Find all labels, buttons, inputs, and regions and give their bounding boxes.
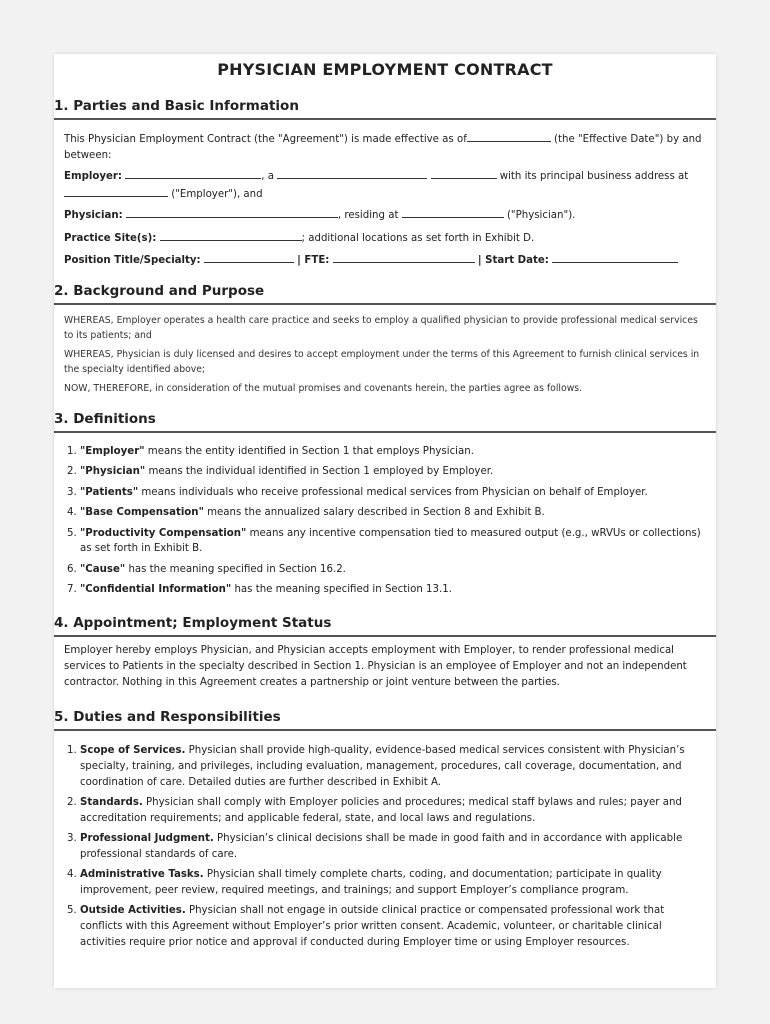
physician-text-b: ("Physician"). (506, 210, 576, 221)
fte-field[interactable] (333, 251, 475, 263)
employer-text-c: ("Employer"), and (171, 188, 263, 200)
section-4-heading: 4. Appointment; Employment Status (54, 615, 716, 637)
definition-term: "Base Compensation" (80, 507, 204, 518)
position-field[interactable] (204, 251, 294, 263)
section-4 (54, 615, 716, 691)
definition-item (80, 485, 706, 501)
duty-item (80, 831, 706, 863)
section-1-heading: 1. Parties and Basic Information (54, 98, 716, 120)
duty-term: Administrative Tasks. (80, 868, 204, 880)
section-2-heading: 2. Background and Purpose (54, 283, 716, 305)
definition-term: "Confidential Information" (80, 584, 232, 595)
practice-row (64, 229, 706, 247)
duty-item (80, 795, 706, 827)
intro-paragraph (64, 130, 706, 163)
physician-name-field[interactable] (126, 206, 338, 218)
definition-text: means the individual identified in Section 1 employed by Employer. (145, 466, 494, 477)
section-1 (54, 98, 716, 269)
definition-term: "Productivity Compensation" (80, 527, 247, 539)
physician-text-a: , residing at (337, 210, 399, 221)
duty-text: Physician shall comply with Employer policies and procedures; medical staff bylaws and rules; payer and accreditation requirements; and applicable federal, state, and local laws and regulations. (80, 796, 682, 824)
definition-text: has the meaning specified in Section 16.2. (125, 563, 346, 575)
intro-text-b: (the "Effective Date") by and (554, 134, 702, 145)
definition-text: means the entity identified in Section 1 that employs Physician. (144, 445, 474, 457)
employer-entity-field[interactable] (277, 167, 427, 179)
definition-text: has the meaning specified in Section 13.1. (231, 584, 452, 595)
duty-text: Physician shall not engage in outside clinical practice or compensated professional work that conflicts with this Agreement without Employer’s prior written consent. Academic, volunteer, or charitable clinical activities require prior notice and approval if conducted during Employer time or using Employer resources. (80, 904, 665, 948)
duty-text: Physician shall timely complete charts, coding, and documentation; participate in quality improvement, peer review, required meetings, and trainings; and support Employer’s compliance program. (80, 868, 662, 896)
practice-site-field[interactable] (160, 229, 302, 241)
intro-text-c: between: (64, 149, 112, 161)
definition-term: "Physician" (80, 466, 146, 477)
practice-label: Practice Site(s): (64, 232, 157, 244)
appointment-paragraph: Employer hereby employs Physician, and Physician accepts employment with Employer, to render professional medical services to Patients in the specialty described in Section 1. Physician is an employee of Employer and not an independent contractor. Nothing in this Agreement creates a partnership or joint venture between the parties. (64, 644, 687, 688)
start-date-label: | Start Date: (477, 255, 549, 266)
section-5 (54, 709, 716, 951)
intro-text-a: This Physician Employment Contract (the "Agreement") is made effective as of (64, 134, 467, 145)
now-therefore: NOW, THEREFORE, in consideration of the mutual promises and covenants herein, the parties agree as follows. (64, 382, 583, 394)
definition-text: means individuals who receive professional medical services from Physician on behalf of Employer. (138, 486, 648, 498)
employer-text-a: , a (261, 171, 274, 182)
duty-item (80, 903, 706, 951)
section-3 (54, 411, 716, 598)
duty-term: Professional Judgment. (80, 832, 214, 844)
section-2 (54, 283, 716, 396)
employer-state-field[interactable] (431, 167, 497, 179)
employer-name-field[interactable] (125, 167, 261, 179)
physician-address-field[interactable] (402, 206, 504, 218)
duty-text: Physician shall provide high-quality, evidence-based medical services consistent with Physician’s specialty, training, and privileges, including evaluation, management, procedures, call coverage, documentation, and coordination of care. Detailed duties are further described in Exhibit A. (80, 744, 685, 788)
duty-item (80, 743, 706, 791)
physician-label: Physician: (64, 210, 123, 221)
duty-term: Scope of Services. (80, 744, 186, 756)
practice-text-a: ; additional locations as set forth in Exhibit D. (301, 232, 535, 244)
definition-item (80, 505, 706, 521)
position-label: Position Title/Specialty: (64, 255, 201, 266)
employer-row (64, 167, 706, 202)
employer-label: Employer: (64, 171, 123, 182)
position-row (64, 251, 706, 269)
employer-address-field[interactable] (64, 185, 168, 197)
definition-term: "Cause" (80, 563, 126, 575)
fte-label: | FTE: (297, 255, 330, 266)
definition-text: means any incentive compensation tied to measured output (e.g., wRVUs or collections) as set forth in Exhibit B. (80, 527, 701, 554)
duty-term: Standards. (80, 796, 143, 808)
section-3-heading: 3. Definitions (54, 411, 716, 433)
duty-text: Physician’s clinical decisions shall be made in good faith and in accordance with applicable professional standards of care. (80, 832, 683, 860)
definition-term: "Employer" (80, 445, 145, 457)
duty-term: Outside Activities. (80, 904, 186, 916)
employer-text-b: with its principal business address at (499, 171, 689, 182)
duty-item (80, 867, 706, 899)
start-date-field[interactable] (552, 251, 678, 263)
contract-page (54, 54, 716, 988)
document-title: PHYSICIAN EMPLOYMENT CONTRACT (217, 60, 553, 79)
definition-text: means the annualized salary described in Section 8 and Exhibit B. (203, 507, 545, 518)
definition-item (80, 444, 706, 460)
definition-item (80, 562, 706, 578)
definition-item (80, 464, 706, 480)
definition-term: "Patients" (80, 486, 139, 498)
whereas-2: WHEREAS, Physician is duly licensed and desires to accept employment under the terms of this Agreement to furnish clinical services in the specialty identified above; (64, 348, 700, 375)
physician-row (64, 206, 706, 224)
definition-item (80, 526, 706, 557)
section-5-heading: 5. Duties and Responsibilities (54, 709, 716, 731)
definition-item (80, 582, 706, 598)
effective-date-field[interactable] (467, 130, 551, 142)
whereas-1: WHEREAS, Employer operates a health care practice and seeks to employ a qualified physician to provide professional medical services to its patients; and (64, 314, 698, 341)
